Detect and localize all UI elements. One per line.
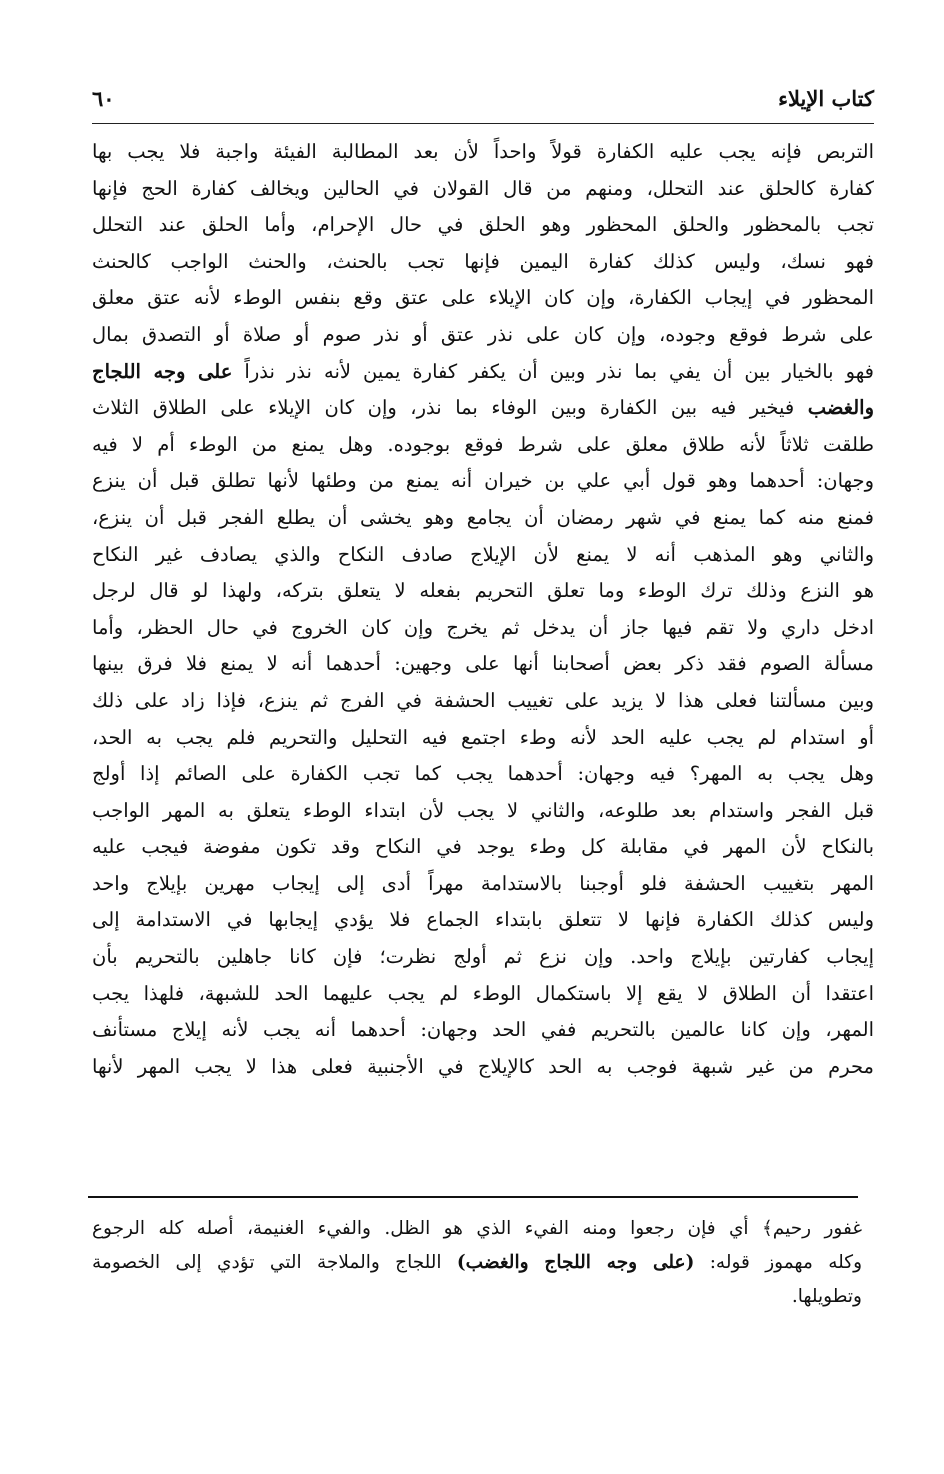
header-divider — [92, 123, 874, 124]
text-line: إيجاب كفارتين بإيلاج واحد. وإن نزع ثم أولج نظرت؛ فإن كانا جاهلين بالتحريم بأن — [92, 945, 874, 969]
text-line: وجهان: أحدهما وهو قول أبي علي بن خيران أنه يمنع من وطئها لأنها تطلق قبل أن ينزع — [92, 469, 874, 493]
text-segment: وكله مهموز قوله: — [709, 1252, 862, 1273]
text-line: وليس كذلك الكفارة فإنها لا تتعلق بابتداء الجماع فلا يؤدي إيجابها في الاستدامة إلى — [92, 908, 874, 932]
text-segment: اللجاج والملاجة التي تؤدي إلى الخصومة — [92, 1252, 442, 1273]
footnote-line: وتطويلها. — [791, 1286, 862, 1307]
text-line: ادخل داري ولا تقم فيها جاز أن يدخل ثم يخرج وإن كان الخروج في حال الحظر، وأما — [92, 615, 874, 639]
text-line: وبين مسألتنا فعلى هذا لا يزيد على تغييب الحشفة في الفرج ثم ينزع، فإذا زاد على ذلك — [92, 688, 874, 712]
main-text — [92, 134, 874, 1085]
text-line: المحظور في إيجاب الكفارة، وإن كان الإيلاء على عتق وقع بنفس الوطء لأنه عتق معلق — [92, 286, 874, 310]
text-line: قبل الفجر واستدام بعد طلوعه، والثاني لا يجب لأن ابتداء الوطء يتعلق به المهر الواجب — [92, 798, 874, 822]
text-line: هو النزع وذلك ترك الوطء وما تعلق التحريم بفعله لا يتعلق بتركه، ولهذا لو قال لرجل — [92, 579, 874, 603]
text-line: المهر، وإن كانا عالمين بالتحريم ففي الحد وجهان: أحدهما أنه يجب لأنه إيلاج مستأنف — [92, 1018, 874, 1042]
bold-phrase: على وجه اللجاج — [92, 359, 233, 383]
text-line: بالنكاح لأن المهر في مقابلة كل وطء يوجد في النكاح وقد تكون مفوضة فيجب عليه — [92, 835, 874, 859]
footnote-line: غفور رحيم﴾ أي فإن رجعوا ومنه الفيء الذي هو الظل. والفيء الغنيمة، أصله كله الرجوع — [92, 1218, 862, 1239]
bold-phrase: والغضب — [807, 396, 874, 420]
text-line: التربص فإنه يجب عليه الكفارة قولاً واحداً لأن بعد المطالبة الفيئة واجبة فلا يجب بها — [92, 140, 874, 163]
text-line: كفارة كالحلق عند التحلل، ومنهم من قال القولان في الحالين ويخالف كفارة الحج فإنها — [92, 176, 874, 200]
text-line: طلقت ثلاثاً لأنه طلاق معلق على شرط فوقع بوجوده. وهل يمنع من الوطء أم لا فيه — [92, 432, 874, 456]
footnote-line — [92, 1246, 862, 1280]
text-line — [92, 354, 874, 391]
text-line: مسألة الصوم فقد ذكر بعض أصحابنا أنها على وجهين: أحدهما أنه لا يمنع فلا فرق بينها — [92, 652, 874, 676]
text-line: محرم من غير شبهة فوجب به الحد كالإيلاج في الأجنبية فعلى هذا لا يجب المهر لأنها — [92, 1054, 874, 1078]
text-line: والثاني وهو المذهب أنه لا يمنع لأن الإيلاج صادف النكاح والذي يصادف غير النكاح — [92, 542, 874, 566]
text-line: وهل يجب به المهر؟ فيه وجهان: أحدهما يجب كما تجب الكفارة على الصائم إذا أولج — [92, 762, 874, 786]
text-line: المهر بتغييب الحشفة فلو أوجبنا بالاستدامة مهراً أدى إلى إيجاب مهرين بإيلاج واحد — [92, 871, 874, 895]
text-line: أو استدام لم يجب عليه الحد لأنه وطء اجتمع فيه التحليل والتحريم فلم يجب به الحد، — [92, 725, 874, 749]
text-line: على شرط فوقع وجوده، وإن كان على نذر عتق أو نذر صوم أو صلاة أو التصدق بمال — [92, 322, 874, 346]
text-segment: فهو بالخيار بين أن يفي بما نذر وبين أن يكفر كفارة يمين لأنه نذر نذراً — [244, 359, 874, 383]
footnote-divider — [88, 1196, 858, 1198]
page-number: ٦٠ — [92, 86, 115, 111]
bold-phrase: (على وجه اللجاج والغضب) — [456, 1252, 695, 1273]
text-line: اعتقدا أن الطلاق لا يقع إلا باستكمال الوطء لم يجب عليهما الحد للشبهة، فلهذا يجب — [92, 981, 874, 1005]
text-segment: فيخير فيه بين الكفارة وبين الوفاء بما نذر، وإن كان الإيلاء على الطلاق الثلاث — [92, 396, 795, 420]
page-header — [92, 84, 874, 120]
text-line: فمنع منه كما يمنع في شهر رمضان أن يجامع وهو يخشى أن يطلع الفجر قبل أن ينزع، — [92, 505, 874, 529]
footnotes — [92, 1212, 862, 1314]
text-line: فهو نسك، وليس كذلك كفارة اليمين فإنها تجب بالحنث، والحنث الواجب كالحنث — [92, 249, 874, 273]
running-title: كتاب الإيلاء — [778, 86, 874, 111]
text-line — [92, 390, 874, 427]
text-line: تجب بالمحظور والحلق المحظور وهو الحلق في حال الإحرام، وأما الحلق عند التحلل — [92, 213, 874, 237]
